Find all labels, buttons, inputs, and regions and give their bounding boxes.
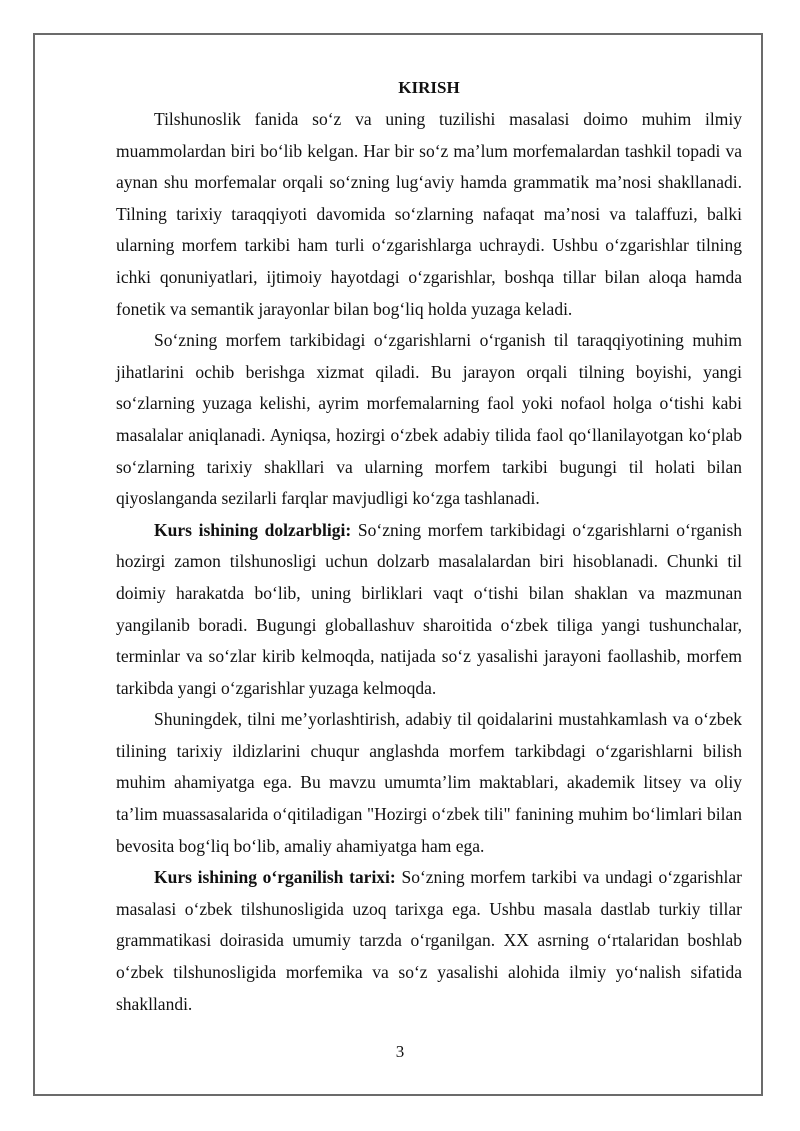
paragraph-5 — [116, 862, 742, 1020]
paragraph-1 — [116, 104, 742, 325]
paragraph-2 — [116, 325, 742, 515]
paragraph-4 — [116, 704, 742, 862]
section-heading-relevance: Kurs ishining dolzarbligi: — [154, 519, 352, 540]
document-title: KIRISH — [398, 78, 460, 97]
paragraph-3-text: So‘zning morfem tarkibidagi o‘zgarishlarni o‘rganish hozirgi zamon tilshunosligi uchun dolzarb masalalardan biri hisoblanadi. Chunki til doimiy harakatda bo‘lib, uning birliklari vaqt o‘tishi bilan shaklan va mazmunan yangilanib boradi. Bugungi globallashuv sharoitida o‘zbek tiliga yangi tushunchalar, terminlar va so‘zlar kirib kelmoqda, natijada so‘z yasalishi jarayoni faollashib, morfem tarkibda yangi o‘zgarishlar yuzaga kelmoqda. — [116, 519, 743, 698]
paragraph-5-text: So‘zning morfem tarkibi va undagi o‘zgarishlar masalasi o‘zbek tilshunosligida uzoq tarixga ega. Ushbu masala dastlab turkiy tillar grammatikasi doirasida umumiy tarzda o‘rganilgan. XX asrning o‘rtalaridan boshlab o‘zbek tilshunosligida morfemika va so‘z yasalishi alohida ilmiy yo‘nalish sifatida shakllandi. — [116, 867, 743, 1014]
paragraph-4-text: Shuningdek, tilni me’yorlashtirish, adabiy til qoidalarini mustahkamlash va o‘zbek tilining tarixiy ildizlarini chuqur anglashda morfem tarkibdagi o‘zgarishlarni bilish muhim ahamiyatga ega. Bu mavzu umumta’lim maktablari, akademik litsey va oliy ta’lim muassasalarida o‘qitiladigan "Hozirgi o‘zbek tili" fanining muhim bo‘limlari bilan bevosita bog‘liq bo‘lib, amaliy ahamiyatga ham ega. — [116, 709, 742, 856]
paragraph-3 — [116, 515, 742, 705]
page-number: 3 — [395, 1042, 405, 1061]
paragraph-1-text: Tilshunoslik fanida so‘z va uning tuzilishi masalasi doimo muhim ilmiy muammolardan biri bo‘lib kelgan. Har bir so‘z ma’lum morfemalardan tashkil topadi va aynan shu morfemalar orqali so‘zning lug‘aviy hamda grammatik ma’nosi shakllanadi. Tilning tarixiy taraqqiyoti davomida so‘zlarning nafaqat ma’nosi va talaffuzi, balki ularning morfem tarkibi ham turli o‘zgarishlarga uchraydi. Ushbu o‘zgarishlar tilning ichki qonuniyatlari, ijtimoiy hayotdagi o‘zgarishlar, boshqa tillar bilan aloqa hamda fonetik va semantik jarayonlar bilan bog‘liq holda yuzaga keladi. — [116, 109, 742, 319]
paragraph-2-text: So‘zning morfem tarkibidagi o‘zgarishlarni o‘rganish til taraqqiyotining muhim jihatlarini ochib berishga xizmat qiladi. Bu jarayon orqali tilning boyishi, yangi so‘zlarning yuzaga kelishi, ayrim morfemalarning faol yoki nofaol holga o‘tishi kabi masalalar aniqlanadi. Ayniqsa, hozirgi o‘zbek adabiy tilida faol qo‘llanilayotgan ko‘plab so‘zlarning tarixiy shakllari va ularning morfem tarkibi bugungi til holati bilan qiyoslanganda sezilarli farqlar mavjudligi ko‘zga tashlanadi. — [116, 330, 742, 509]
document-body — [116, 76, 742, 1020]
section-heading-history: Kurs ishining o‘rganilish tarixi: — [154, 867, 396, 888]
